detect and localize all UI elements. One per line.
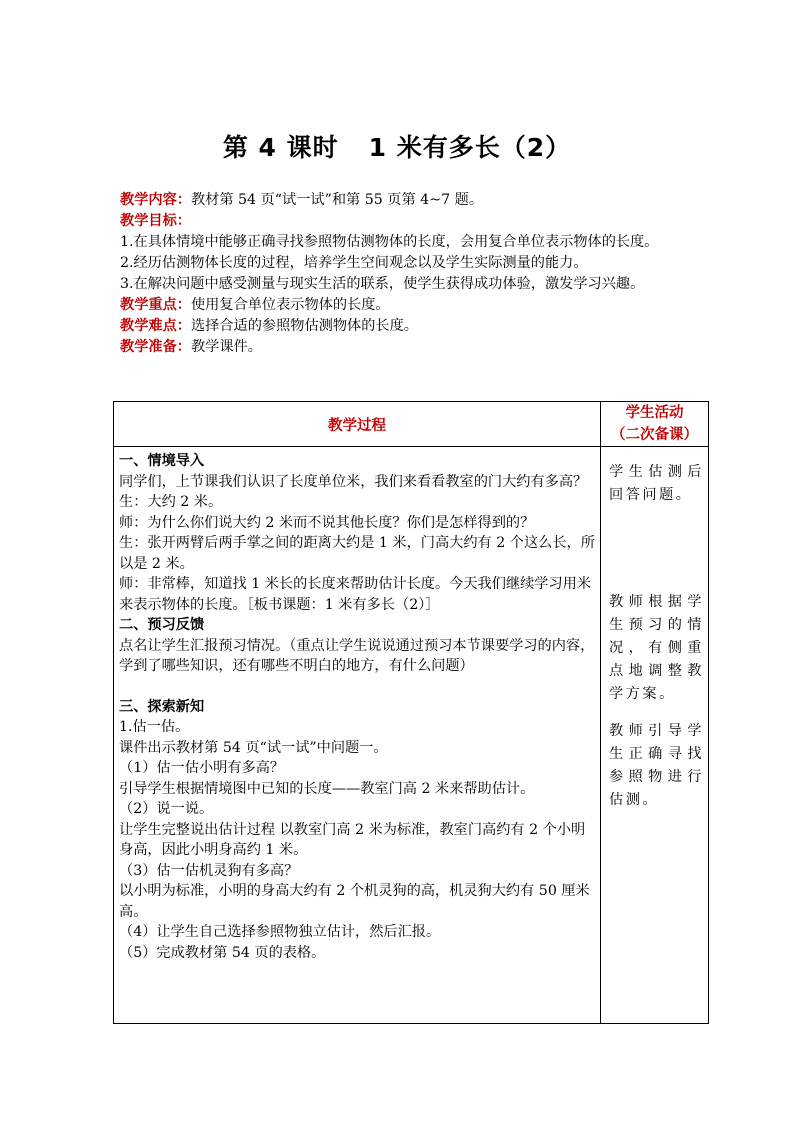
activity-note-2: 教师根据学生预习的情况，有侧重点地调整教学方案。 xyxy=(609,594,704,702)
content-line xyxy=(120,190,700,211)
header-activity-line1: 学生活动 xyxy=(625,404,684,421)
difficulty-label: 教学难点： xyxy=(120,318,191,334)
difficulty-text: 选择合适的参照物估测物体的长度。 xyxy=(190,318,418,334)
content-label: 教学内容： xyxy=(120,192,191,208)
student-activity-column xyxy=(601,447,709,1024)
table-body-row xyxy=(114,447,709,1024)
page-title xyxy=(0,128,794,164)
section-1-para-2: 生：大约 2 米。 xyxy=(119,494,223,510)
section-2-title: 二、预习反馈 xyxy=(119,617,205,633)
section-3-para-5: （2）说一说。 xyxy=(119,801,214,817)
prep-line xyxy=(120,337,700,358)
goals-line xyxy=(120,211,700,232)
section-2-para-1: 点名让学生汇报预习情况。（重点让学生说说通过预习本节课要学习的内容，学到了哪些知识，还有哪些不明白的地方，有什么问题） xyxy=(119,637,595,674)
process-content xyxy=(114,447,601,1024)
lesson-topic: 1 米有多长（2） xyxy=(368,133,572,162)
key-text: 使用复合单位表示物体的长度。 xyxy=(190,297,390,313)
activity-note-1: 学生估测后回答问题。 xyxy=(609,464,704,503)
section-3-para-8: 以小明为标准，小明的身高大约有 2 个机灵狗的高，机灵狗大约有 50 厘米高。 xyxy=(119,883,590,920)
section-3-para-4: 引导学生根据情境图中已知的长度——教室门高 2 米来帮助估计。 xyxy=(119,780,535,797)
section-spacer xyxy=(119,677,595,697)
header-process: 教学过程 xyxy=(114,402,601,447)
lesson-number: 第 4 课时 xyxy=(222,133,339,162)
lesson-process-table xyxy=(113,401,709,1024)
section-1-para-3: 师：为什么你们说大约 2 米而不说其他长度？你们是怎样得到的？ xyxy=(119,514,535,531)
goal-3: 3.在解决问题中感受测量与现实生活的联系，使学生获得成功体验，激发学习兴趣。 xyxy=(120,276,645,292)
lesson-intro xyxy=(120,190,700,358)
section-1-para-4: 生：张开两臂后两手掌之间的距离大约是 1 米，门高大约有 2 个这么长，所以是 2 米。 xyxy=(119,535,595,572)
header-activity-line2: （二次备课） xyxy=(611,426,698,443)
header-activity xyxy=(601,402,709,447)
section-3-para-10: （5）完成教材第 54 页的表格。 xyxy=(119,944,326,961)
section-3-para-1: 1.估一估。 xyxy=(119,719,190,735)
goal-2: 2.经历估测物体长度的过程，培养学生空间观念以及学生实际测量的能力。 xyxy=(120,255,588,271)
prep-text: 教学课件。 xyxy=(190,339,262,355)
goal-1: 1.在具体情境中能够正确寻找参照物估测物体的长度，会用复合单位表示物体的长度。 xyxy=(120,234,659,250)
section-3-title: 三、探索新知 xyxy=(119,698,205,715)
section-3-para-9: （4）让学生自己选择参照物独立估计，然后汇报。 xyxy=(119,924,441,940)
content-text: 教材第 54 页“试一试”和第 55 页第 4~7 题。 xyxy=(190,192,484,208)
section-3-para-2: 课件出示教材第 54 页“试一试”中问题一。 xyxy=(119,739,388,756)
key-label: 教学重点： xyxy=(120,297,191,313)
goals-label: 教学目标： xyxy=(120,213,191,229)
key-line xyxy=(120,295,700,316)
section-1-title: 一、情境导入 xyxy=(119,453,205,469)
section-3-para-7: （3）估一估机灵狗有多高？ xyxy=(119,862,299,879)
section-3-para-6: 让学生完整说出估计过程 以教室门高 2 米为标准，教室门高约有 2 个小明身高，因此小明身高约 1 米。 xyxy=(119,821,586,858)
section-1-para-5: 师：非常棒，知道找 1 米长的长度来帮助估计长度。今天我们继续学习用米来表示物体的长度。［板书课题：1 米有多长（2）］ xyxy=(119,576,592,613)
section-1-para-1: 同学们，上节课我们认识了长度单位米，我们来看看教室的门大约有多高？ xyxy=(119,473,588,490)
section-3-para-3: （1）估一估小明有多高？ xyxy=(119,760,285,776)
difficulty-line xyxy=(120,316,700,337)
activity-note-3: 教师引导学生正确寻找参照物进行估测。 xyxy=(609,723,704,808)
table-header-row xyxy=(114,402,709,447)
prep-label: 教学准备： xyxy=(120,339,191,355)
